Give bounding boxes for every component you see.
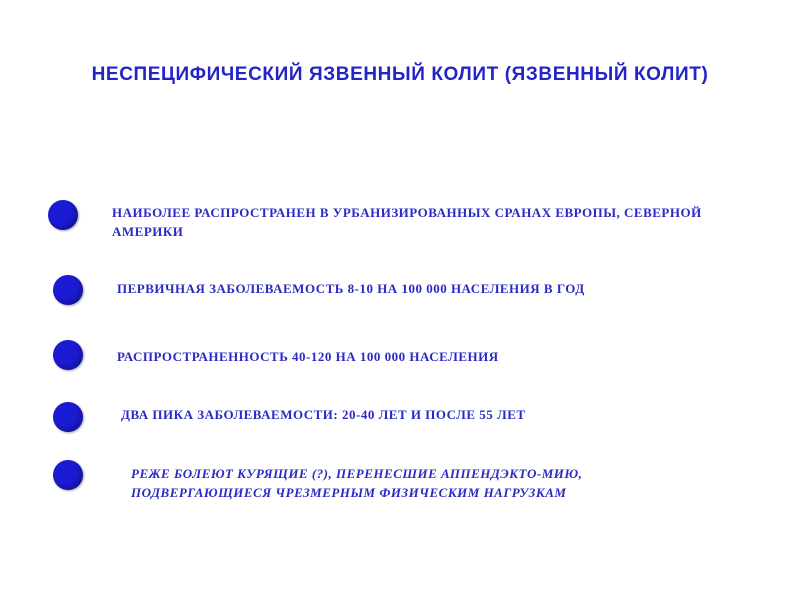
bullet-text: РЕЖЕ БОЛЕЮТ КУРЯЩИЕ (?), ПЕРЕНЕСШИЕ АППЕНДЭКТО-МИЮ, ПОДВЕРГАЮЩИЕСЯ ЧРЕЗМЕРНЫМ ФИЗИЧЕСКИМ НАГРУЗКАМ <box>131 466 583 500</box>
bullet-text: ПЕРВИЧНАЯ ЗАБОЛЕВАЕМОСТЬ 8-10 НА 100 000 НАСЕЛЕНИЯ В ГОД <box>117 281 585 296</box>
bullet-text: РАСПРОСТРАНЕННОСТЬ 40-120 НА 100 000 НАСЕЛЕНИЯ <box>117 349 499 364</box>
circle-bullet-icon <box>53 460 83 490</box>
bullet-text: ДВА ПИКА ЗАБОЛЕВАЕМОСТИ: 20-40 ЛЕТ И ПОСЛЕ 55 ЛЕТ <box>121 407 526 422</box>
bullet-text: НАИБОЛЕЕ РАСПРОСТРАНЕН В УРБАНИЗИРОВАННЫХ СРАНАХ ЕВРОПЫ, СЕВЕРНОЙ АМЕРИКИ <box>112 205 702 239</box>
circle-bullet-icon <box>53 402 83 432</box>
circle-bullet-icon <box>48 200 78 230</box>
slide-title: НЕСПЕЦИФИЧЕСКИЙ ЯЗВЕННЫЙ КОЛИТ (ЯЗВЕННЫЙ КОЛИТ) <box>91 64 709 85</box>
circle-bullet-icon <box>53 275 83 305</box>
circle-bullet-icon <box>53 340 83 370</box>
